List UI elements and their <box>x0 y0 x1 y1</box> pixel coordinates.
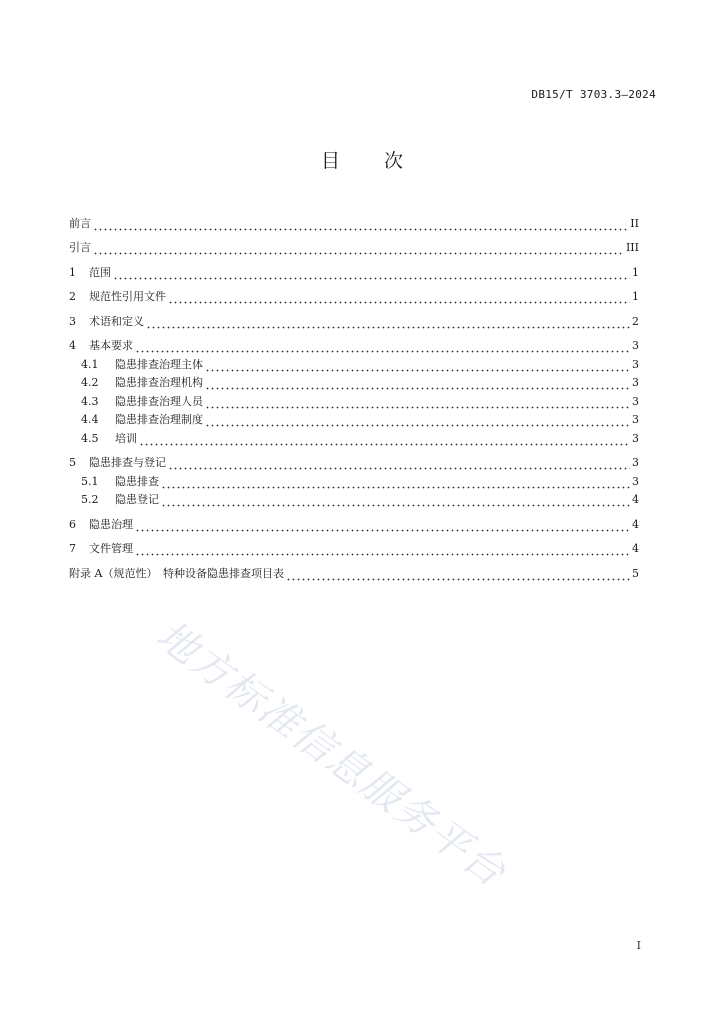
toc-entry-page: 1 <box>632 265 639 279</box>
toc-entry[interactable] <box>69 286 639 305</box>
toc-entry-page: 4 <box>632 542 639 555</box>
toc-entry-page: 3 <box>632 431 639 445</box>
toc-entry-label: 隐患排查治理机构 <box>115 376 203 389</box>
title-char-2: 次 <box>384 150 404 172</box>
toc-entry-label: 隐患排查治理制度 <box>115 413 203 426</box>
toc-entry-page: 3 <box>632 339 639 352</box>
toc-entry-page: 1 <box>632 290 639 303</box>
toc-entry-label: 隐患登记 <box>115 493 159 506</box>
toc-dot-leader <box>93 217 628 231</box>
toc-dot-leader <box>168 456 630 470</box>
toc-entry-label: 引言 <box>69 241 91 254</box>
toc-entry[interactable] <box>69 489 639 508</box>
toc-dot-leader <box>135 542 630 556</box>
toc-dot-leader <box>205 358 630 372</box>
toc-entry[interactable] <box>69 372 639 391</box>
title-char-1: 目 <box>320 150 340 172</box>
toc-entry[interactable] <box>69 261 639 280</box>
toc-entry-number: 5.2 <box>81 493 99 506</box>
toc-entry-page: 3 <box>632 394 639 408</box>
toc-entry[interactable] <box>69 562 639 581</box>
toc-entry-page: 5 <box>632 566 639 580</box>
toc-entry[interactable] <box>69 335 639 354</box>
toc-dot-leader <box>161 493 630 507</box>
toc-dot-leader <box>146 315 630 329</box>
toc-entry-label: 隐患排查与登记 <box>89 456 166 469</box>
watermark: 地方标准信息服务平台 <box>147 612 515 897</box>
toc-dot-leader <box>93 241 624 255</box>
toc-entry-page: 3 <box>632 413 639 426</box>
toc-entry-page: 3 <box>632 474 639 488</box>
toc-dot-leader <box>113 266 630 280</box>
toc-entry-page: II <box>630 216 639 230</box>
toc-entry[interactable] <box>69 310 639 329</box>
toc-entry-number: 1 <box>69 265 76 279</box>
toc-entry-number: 4.2 <box>81 376 99 389</box>
toc-dot-leader <box>161 475 630 489</box>
toc-entry[interactable] <box>69 538 639 557</box>
toc-entry[interactable] <box>69 353 639 372</box>
page-number: I <box>636 939 641 952</box>
toc-entry[interactable] <box>69 427 639 446</box>
toc-entry-number: 4.5 <box>81 431 99 445</box>
toc-entry-label: 基本要求 <box>89 339 133 352</box>
table-of-contents <box>69 212 639 581</box>
toc-entry-label: 前言 <box>69 216 91 230</box>
toc-entry-number: 4 <box>69 339 76 352</box>
toc-entry[interactable] <box>69 452 639 471</box>
toc-entry-number: 3 <box>69 314 76 328</box>
toc-entry-page: 4 <box>632 493 639 506</box>
toc-entry-number: 4.4 <box>81 413 99 426</box>
toc-entry-label: 培训 <box>115 431 137 445</box>
toc-entry-number: 5.1 <box>81 474 99 488</box>
toc-entry-label: 术语和定义 <box>89 314 144 328</box>
toc-entry-page: III <box>625 241 639 254</box>
toc-entry-label: 文件管理 <box>89 542 133 555</box>
toc-entry-number: 2 <box>69 290 76 303</box>
toc-entry-label: 范围 <box>89 265 111 279</box>
toc-entry-label: 隐患治理 <box>89 517 133 531</box>
toc-entry[interactable] <box>69 237 639 256</box>
toc-dot-leader <box>168 290 630 304</box>
document-code: DB15/T 3703.3—2024 <box>531 88 656 101</box>
toc-entry-label: 隐患排查治理人员 <box>115 394 203 408</box>
toc-dot-leader <box>139 432 630 446</box>
toc-entry-number: 5 <box>69 456 76 469</box>
toc-entry-number: 7 <box>69 542 76 555</box>
toc-entry[interactable] <box>69 513 639 532</box>
toc-dot-leader <box>205 395 630 409</box>
toc-dot-leader <box>135 339 630 353</box>
toc-entry-label: 规范性引用文件 <box>89 290 166 303</box>
toc-entry[interactable] <box>69 390 639 409</box>
toc-entry-label: 附录 A（规范性） 特种设备隐患排查项目表 <box>69 566 284 580</box>
toc-dot-leader <box>286 567 630 581</box>
toc-entry-page: 4 <box>632 517 639 531</box>
toc-entry-page: 2 <box>632 314 639 328</box>
page-title <box>0 146 724 173</box>
toc-entry-page: 3 <box>632 456 639 469</box>
toc-dot-leader <box>205 413 630 427</box>
toc-dot-leader <box>205 376 630 390</box>
toc-entry-page: 3 <box>632 376 639 389</box>
toc-entry-number: 4.3 <box>81 394 99 408</box>
toc-dot-leader <box>135 518 630 532</box>
toc-entry-number: 4.1 <box>81 357 99 371</box>
toc-entry-page: 3 <box>632 357 639 371</box>
toc-entry[interactable] <box>69 470 639 489</box>
toc-entry[interactable] <box>69 212 639 231</box>
toc-entry[interactable] <box>69 409 639 428</box>
toc-entry-label: 隐患排查 <box>115 474 159 488</box>
toc-entry-label: 隐患排查治理主体 <box>115 357 203 371</box>
toc-entry-number: 6 <box>69 517 76 531</box>
